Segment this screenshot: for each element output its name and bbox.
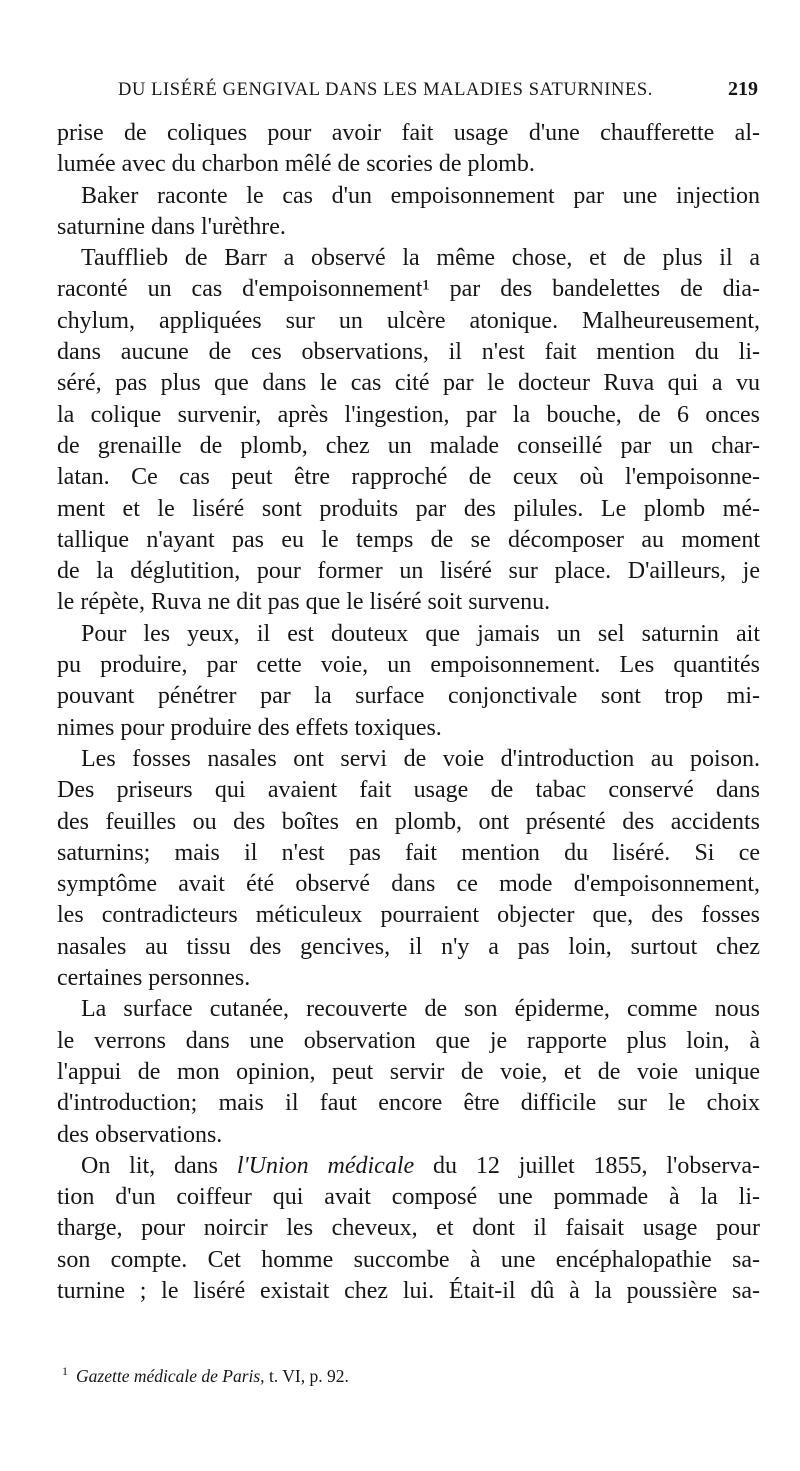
text-line: d'introduction; mais il faut encore être difficile sur le choix — [57, 1090, 760, 1117]
text-line: le répète, Ruva ne dit pas que le liséré soit survenu. — [57, 589, 551, 616]
text-line: la colique survenir, après l'ingestion, par la bouche, de 6 onces — [57, 401, 760, 428]
text-line: raconté un cas d'empoisonnement¹ par des bandelettes de dia- — [57, 276, 760, 303]
text-line: des observations. — [57, 1121, 223, 1148]
text-line: de grenaille de plomb, chez un malade conseillé par un char- — [57, 432, 760, 459]
text-line: pouvant pénétrer par la surface conjonctivale sont trop mi- — [57, 683, 760, 710]
text-line: saturnine dans l'urèthre. — [57, 213, 286, 240]
footnote-mark: 1 — [62, 1364, 68, 1378]
journal-title: l'Union médicale — [236, 1152, 415, 1179]
text-line: nasales au tissu des gencives, il n'y a pas loin, surtout chez — [57, 933, 760, 960]
text-line: prise de coliques pour avoir fait usage d'une chaufferette al- — [57, 120, 760, 146]
text-line: les contradicteurs méticuleux pourraient objecter que, des fosses — [57, 902, 760, 929]
text-line: Les fosses nasales ont servi de voie d'introduction au poison. — [81, 745, 760, 772]
text-line: lumée avec du charbon mêlé de scories de plomb. — [57, 151, 535, 178]
text-line: de la déglutition, pour former un liséré sur place. D'ailleurs, je — [57, 558, 760, 585]
text-line: son compte. Cet homme succombe à une encéphalopathie sa- — [57, 1246, 760, 1273]
text-line: symptôme avait été observé dans ce mode d'empoisonnement, — [57, 871, 760, 898]
text-line: chylum, appliquées sur un ulcère atonique. Malheureusement, — [57, 307, 760, 334]
footnote-reference: t. VI, p. 92. — [264, 1365, 349, 1386]
text-line: Taufflieb de Barr a observé la même chose, et de plus il a — [81, 245, 760, 272]
text-line: La surface cutanée, recouverte de son épiderme, comme nous — [81, 996, 760, 1023]
text-line: des feuilles ou des boîtes en plomb, ont présenté des accidents — [57, 808, 760, 835]
body-text — [57, 118, 760, 1307]
footnote — [62, 1364, 762, 1387]
text-line: Pour les yeux, il est douteux que jamais un sel saturnin ait — [81, 620, 760, 647]
text-line: tion d'un coiffeur qui avait composé une pommade à la li- — [57, 1184, 760, 1211]
text-line: tharge, pour noircir les cheveux, et dont il faisait usage pour — [57, 1215, 760, 1242]
text-line: Des priseurs qui avaient fait usage de tabac conservé dans — [57, 777, 760, 804]
text-line: saturnins; mais il n'est pas fait mention du liséré. Si ce — [57, 839, 760, 866]
text-line: Baker raconte le cas d'un empoisonnement par une injection — [81, 182, 760, 209]
text-line: nimes pour produire des effets toxiques. — [57, 714, 442, 741]
text-line: séré, pas plus que dans le cas cité par le docteur Ruva qui a vu — [57, 370, 760, 397]
text-line: certaines personnes. — [57, 965, 251, 992]
footnote-source: Gazette médicale de Paris, — [76, 1365, 265, 1386]
text-line: pu produire, par cette voie, un empoisonnement. Les quantités — [57, 652, 760, 679]
text-line: tallique n'ayant pas eu le temps de se décomposer au moment — [57, 526, 760, 553]
text-line: On lit, dans l'Union médicale du 12 juillet 1855, l'observa- — [81, 1152, 760, 1179]
text-line: latan. Ce cas peut être rapproché de ceux où l'empoisonne- — [57, 464, 760, 491]
text-line: dans aucune de ces observations, il n'est fait mention du li- — [57, 339, 760, 366]
page-number: 219 — [728, 78, 758, 100]
running-head-title: DU LISÉRÉ GENGIVAL DANS LES MALADIES SATURNINES. — [118, 80, 653, 100]
text-line: l'appui de mon opinion, peut servir de voie, et de voie unique — [57, 1058, 760, 1085]
text-line: turnine ; le liséré existait chez lui. Était-il dû à la poussière sa- — [57, 1277, 760, 1304]
text-line: le verrons dans une observation que je rapporte plus loin, à — [57, 1027, 760, 1054]
running-head — [118, 78, 758, 110]
text-line: ment et le liséré sont produits par des pilules. Le plomb mé- — [57, 495, 760, 522]
